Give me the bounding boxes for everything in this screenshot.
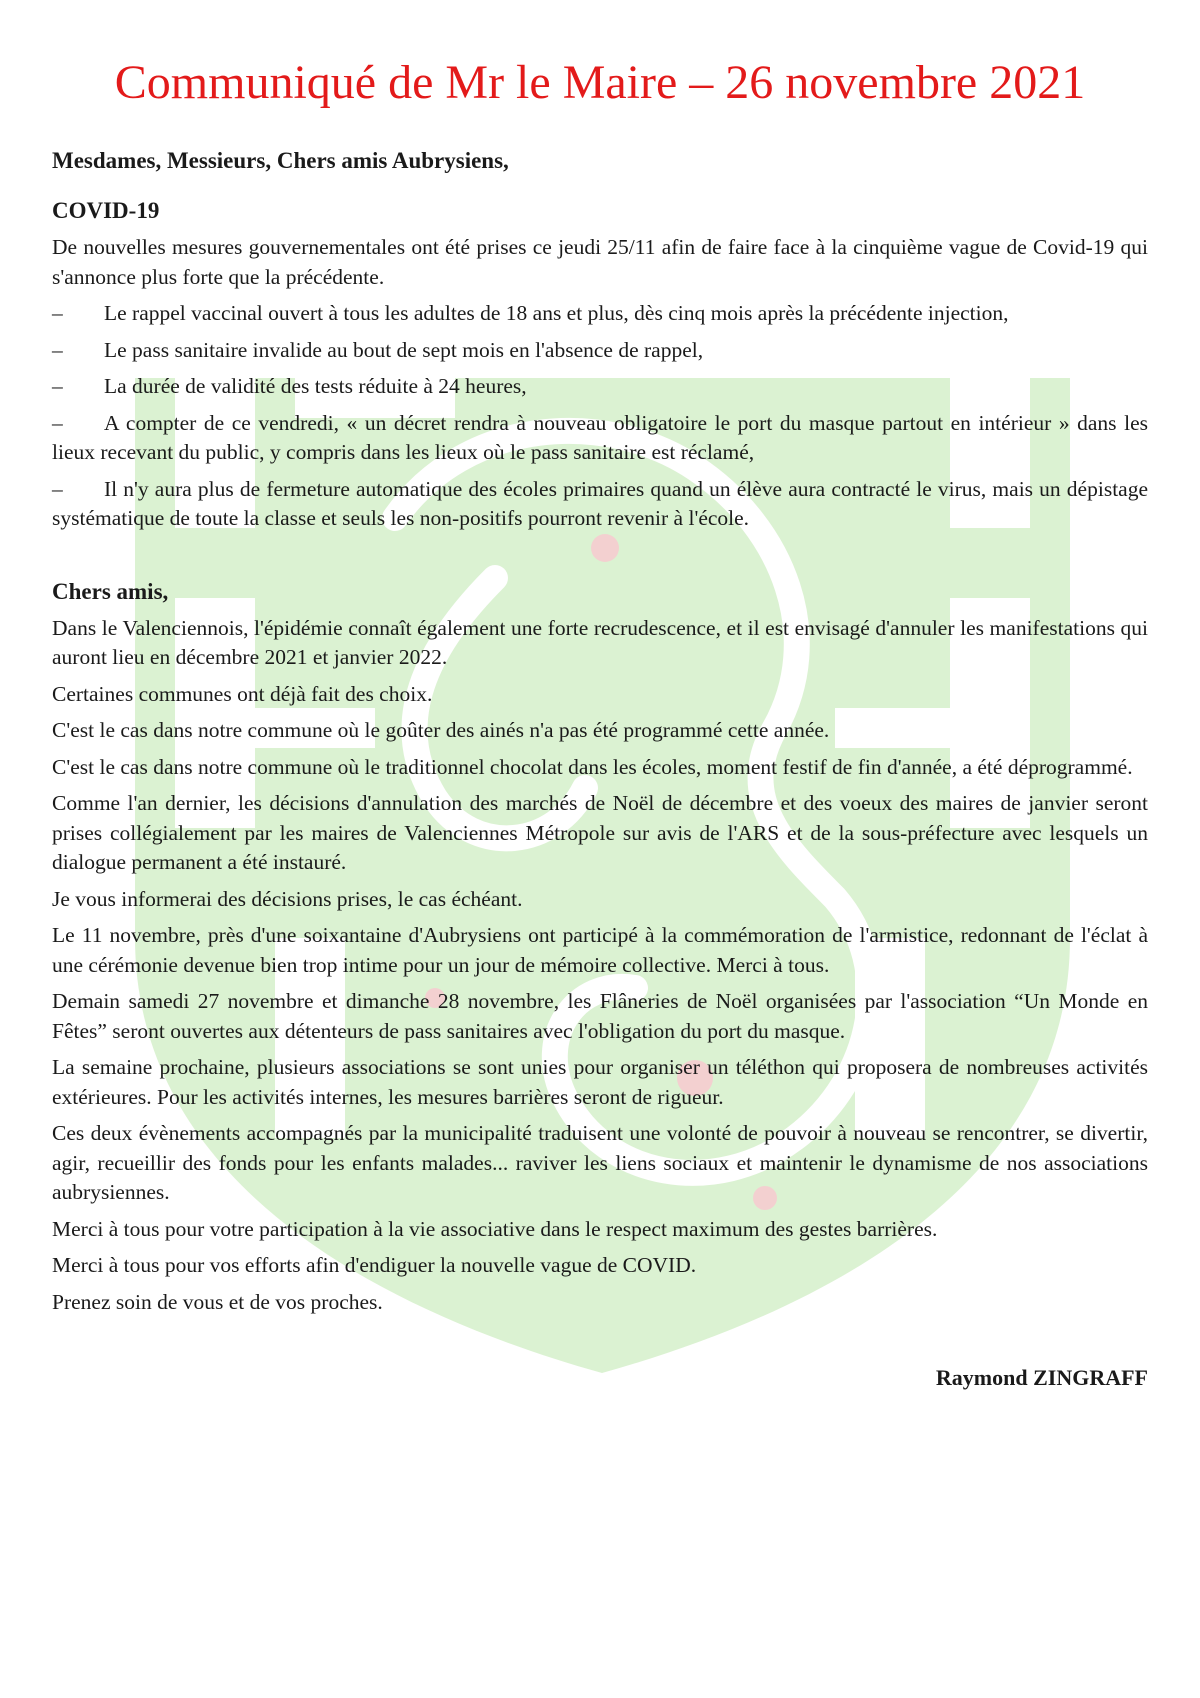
body-paragraph: Certaines communes ont déjà fait des choix. xyxy=(52,681,433,706)
bullet-dash: – xyxy=(52,374,63,398)
covid-measure-item xyxy=(52,475,1148,534)
page-title: Communiqué de Mr le Maire – 26 novembre 2021 xyxy=(114,56,1086,109)
body-paragraph: Comme l'an dernier, les décisions d'annulation des marchés de Noël de décembre et des voeux des maires de janvier seront prises collégialement par les maires de Valenciennes Métropole sur avis de l'ARS et de la sous-préfecture avec lesquels un dialogue permanent a été instauré. xyxy=(52,791,1148,874)
covid-heading: COVID-19 xyxy=(52,198,160,223)
covid-measure-text: La durée de validité des tests réduite à 24 heures, xyxy=(104,374,527,398)
covid-measure-item xyxy=(52,372,1148,402)
document-content xyxy=(52,0,1148,1393)
body-paragraph: Dans le Valenciennois, l'épidémie connaît également une forte recrudescence, et il est envisagé d'annuler les manifestations qui auront lieu en décembre 2021 et janvier 2022. xyxy=(52,615,1148,669)
greeting: Mesdames, Messieurs, Chers amis Aubrysiens, xyxy=(52,148,509,173)
body-paragraph: C'est le cas dans notre commune où le goûter des ainés n'a pas été programmé cette année. xyxy=(52,718,830,742)
covid-measure-item xyxy=(52,299,1148,329)
body-paragraph: Merci à tous pour votre participation à la vie associative dans le respect maximum des gestes barrières. xyxy=(52,1216,938,1241)
covid-intro-paragraph: De nouvelles mesures gouvernementales ont été prises ce jeudi 25/11 afin de faire face à la cinquième vague de Covid-19 qui s'annonce plus forte que la précédente. xyxy=(52,235,1148,289)
covid-measure-item xyxy=(52,409,1148,468)
body-paragraph: Ces deux évènements accompagnés par la municipalité traduisent une volonté de pouvoir à nouveau se rencontrer, se divertir, agir, recueillir des fonds pour les enfants malades... raviver les liens sociaux et maintenir le dynamisme de nos associations aubrysiennes. xyxy=(52,1121,1148,1204)
bullet-dash: – xyxy=(52,301,63,325)
friends-heading: Chers amis, xyxy=(52,578,169,604)
body-paragraph: La semaine prochaine, plusieurs associations se sont unies pour organiser un téléthon qui proposera de nombreuses activités extérieures. Pour les activités internes, les mesures barrières seront de rigueur. xyxy=(52,1055,1148,1109)
covid-measure-text: A compter de ce vendredi, « un décret rendra à nouveau obligatoire le port du masque partout en intérieur » dans les lieux recevant du public, y compris dans les lieux où le pass sanitaire est réclamé, xyxy=(52,410,1148,464)
covid-measure-item xyxy=(52,336,1148,366)
signature: Raymond ZINGRAFF xyxy=(935,1365,1148,1390)
body-paragraph: C'est le cas dans notre commune où le traditionnel chocolat dans les écoles, moment festif de fin d'année, a été déprogrammé. xyxy=(52,754,1133,779)
covid-measure-text: Le pass sanitaire invalide au bout de sept mois en l'absence de rappel, xyxy=(104,337,704,362)
body-paragraph: Demain samedi 27 novembre et dimanche 28 novembre, les Flâneries de Noël organisées par l'association “Un Monde en Fêtes” seront ouvertes aux détenteurs de pass sanitaires avec l'obligation du port du masque. xyxy=(52,989,1148,1043)
bullet-dash: – xyxy=(52,476,63,501)
covid-measure-text: Le rappel vaccinal ouvert à tous les adultes de 18 ans et plus, dès cinq mois après la précédente injection, xyxy=(104,301,1009,325)
bullet-dash: – xyxy=(52,337,63,362)
body-paragraph: Je vous informerai des décisions prises, le cas échéant. xyxy=(52,886,523,911)
body-paragraph: Prenez soin de vous et de vos proches. xyxy=(52,1289,383,1314)
body-paragraph: Merci à tous pour vos efforts afin d'endiguer la nouvelle vague de COVID. xyxy=(52,1253,697,1277)
covid-measure-text: Il n'y aura plus de fermeture automatique des écoles primaires quand un élève aura contracté le virus, mais un dépistage systématique de toute la classe et seuls les non-positifs pourront revenir à l'école. xyxy=(52,476,1148,530)
body-paragraph: Le 11 novembre, près d'une soixantaine d'Aubrysiens ont participé à la commémoration de l'armistice, redonnant de l'éclat à une cérémonie devenue bien trop intime pour un jour de mémoire collective. Merci à tous. xyxy=(52,923,1148,977)
bullet-dash: – xyxy=(52,410,63,435)
